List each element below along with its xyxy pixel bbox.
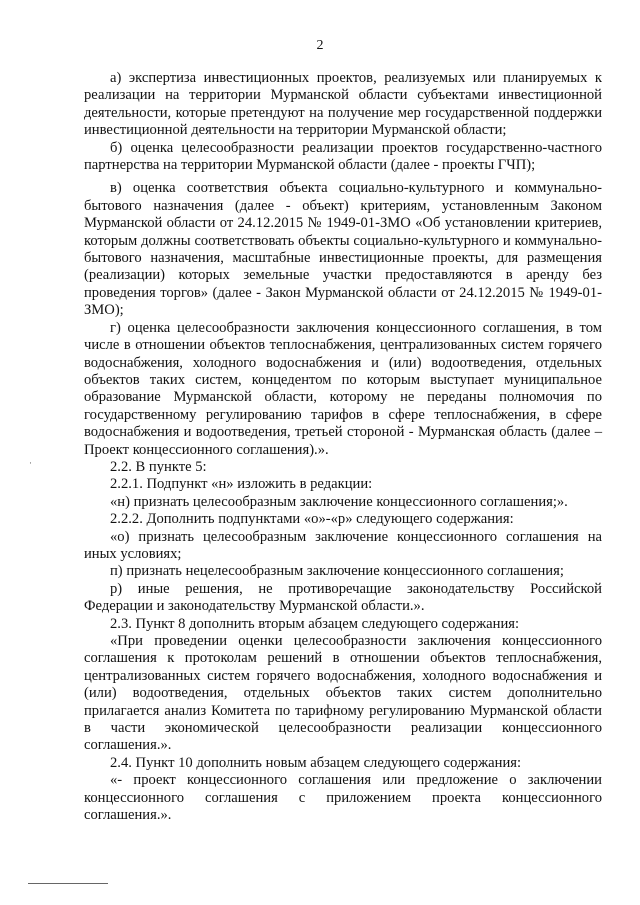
paragraph-2-3: 2.3. Пункт 8 дополнить вторым абзацем следующего содержания: (110, 615, 520, 632)
document-body (84, 70, 602, 824)
paragraph-o: «о) признать целесообразным заключение концессионного соглашения на иных условиях; (84, 528, 602, 562)
paragraph-2-3-text: «При проведении оценки целесообразности заключения концессионного соглашения к протоколам решений в отношении объектов теплоснабжения, централизованных систем горячего водоснабжения, холодного водоснабжения и (или) водоотведения, отдельных объектов таких систем дополнительно прилагается анализ Комитета по тарифному регулированию Мурманской области в части экономической целесообразности реализации концессионного соглашения.». (84, 633, 602, 754)
paragraph-2-2: 2.2. В пункте 5: (110, 458, 207, 475)
paragraph-v: в) оценка соответствия объекта социально-культурного и коммунально-бытового назначения (далее - объект) критериям, установленным Законом Мурманской области от 24.12.2015 № 1949-01-ЗМО «Об установлении критериев, которым должны соответствовать объекты социально-культурного и коммунально-бытового назначения, масштабные инвестиционные проекты, для размещения (реализации) которых земельные участки предоставляются в аренду без проведения торгов» (далее - Закон Мурманской области от 24.12.2015 № 1949-01-ЗМО); (84, 180, 602, 319)
paragraph-a: а) экспертиза инвестиционных проектов, реализуемых или планируемых к реализации на территории Мурманской области субъектами инвестиционной деятельности, которые претендуют на получение мер государственной поддержки инвестиционной деятельности на территории Мурманской области; (84, 70, 602, 139)
paragraph-2-2-2: 2.2.2. Дополнить подпунктами «о»-«р» следующего содержания: (110, 511, 514, 528)
footer-rule (28, 883, 108, 884)
paragraph-2-2-1: 2.2.1. Подпункт «н» изложить в редакции: (110, 476, 373, 493)
page-number: 2 (316, 38, 324, 53)
paragraph-g: г) оценка целесообразности заключения концессионного соглашения, в том числе в отношении объектов теплоснабжения, централизованных систем горячего водоснабжения, холодного водоснабжения и (или) водоотведения, отдельных объектов таких систем, концедентом по которым выступает муниципальное образование Мурманской области, которому не переданы полномочия по государственному регулированию тарифов в сфере теплоснабжения, в сфере водоснабжения и водоотведения, третьей стороной - Мурманская область (далее – Проект концессионного соглашения).». (84, 319, 602, 458)
paragraph-2-4: 2.4. Пункт 10 дополнить новым абзацем следующего содержания: (110, 754, 522, 771)
paragraph-2-4-text: «- проект концессионного соглашения или предложение о заключении концессионного соглашения с приложением проекта концессионного соглашения.». (84, 772, 602, 824)
margin-mark: · (29, 458, 32, 468)
paragraph-b: б) оценка целесообразности реализации проектов государственно-частного партнерства на территории Мурманской области (далее - проекты ГЧП); (84, 139, 602, 174)
paragraph-r: р) иные решения, не противоречащие законодательству Российской Федерации и законодательству Мурманской области.». (84, 580, 602, 615)
paragraph-p: п) признать нецелесообразным заключение концессионного соглашения; (110, 563, 564, 580)
paragraph-n: «н) признать целесообразным заключение концессионного соглашения;». (110, 493, 568, 510)
